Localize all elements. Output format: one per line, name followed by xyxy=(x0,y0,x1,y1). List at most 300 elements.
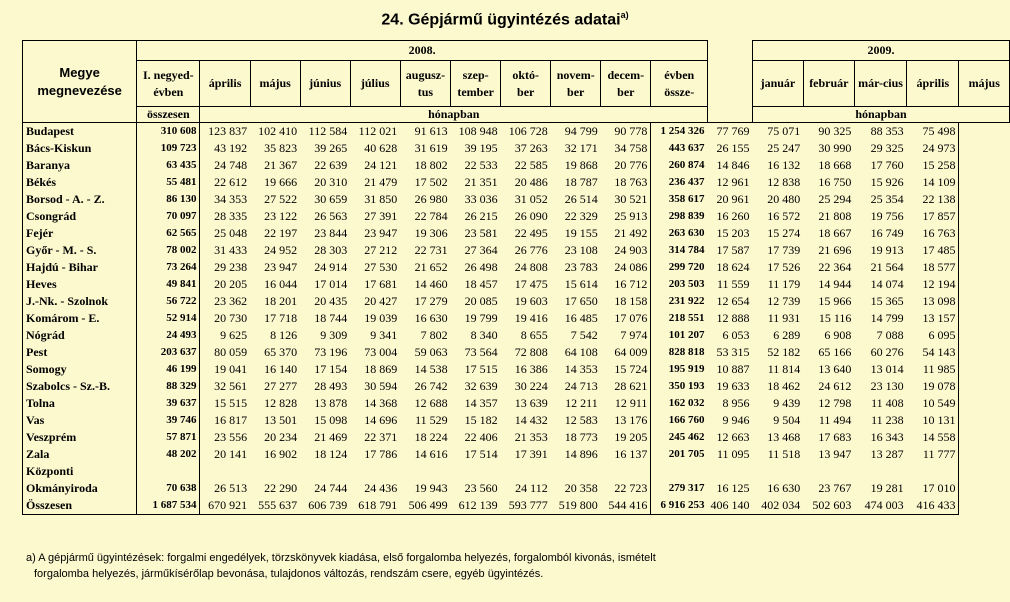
month-value-2009: 21 696 xyxy=(818,243,852,257)
month-value: 19 603 xyxy=(514,294,548,308)
table-row xyxy=(23,480,1010,497)
month-value: 20 486 xyxy=(514,175,548,189)
q1-value: 1 687 534 xyxy=(137,497,200,515)
month-value: 22 406 xyxy=(464,430,498,444)
month-value: 19 306 xyxy=(414,226,448,240)
month-value-2009: 15 258 xyxy=(907,157,959,174)
q1-value: 57 871 xyxy=(137,429,200,446)
month-value-2009: 12 654 xyxy=(716,294,750,308)
month-value: 28 493 xyxy=(314,379,348,393)
year-total-value: 101 207 xyxy=(651,327,708,344)
month-value-2009: 16 343 xyxy=(870,430,904,444)
month-value-2009: 23 767 xyxy=(818,481,852,495)
month-value: 19 041 xyxy=(214,362,248,376)
county-name: Hajdú - Bihar xyxy=(23,259,137,276)
month-value: 26 776 xyxy=(514,243,548,257)
month-header-2009: február xyxy=(803,61,854,107)
q1-header: I. negyed-évben xyxy=(137,61,200,107)
month-value: 612 139 xyxy=(451,497,501,515)
year-total-value: 263 630 xyxy=(651,225,708,242)
q1-unit: összesen xyxy=(137,107,200,123)
month-value: 31 850 xyxy=(364,192,398,206)
month-value: 17 514 xyxy=(464,447,498,461)
year-total-value: 6 916 253 xyxy=(651,497,708,515)
month-value: 15 098 xyxy=(314,413,348,427)
month-value-2009: 77 769 xyxy=(708,123,753,141)
month-value-2009: 11 408 xyxy=(871,396,904,410)
q1-value: 310 608 xyxy=(137,123,200,141)
year-total-value: 279 317 xyxy=(651,480,708,497)
county-name: Budapest xyxy=(23,123,137,141)
month-value: 65 370 xyxy=(264,345,298,359)
month-value: 31 052 xyxy=(514,192,548,206)
month-value: 21 367 xyxy=(264,158,298,172)
q1-value: 39 746 xyxy=(137,412,200,429)
month-value: 22 585 xyxy=(514,158,548,172)
table-row xyxy=(23,140,1010,157)
month-value: 26 090 xyxy=(514,209,548,223)
month-value: 22 371 xyxy=(364,430,398,444)
month-value: 16 485 xyxy=(564,311,598,325)
month-value: 26 980 xyxy=(414,192,448,206)
month-value-2009: 25 294 xyxy=(818,192,852,206)
month-value: 31 619 xyxy=(414,141,448,155)
month-value-2009: 24 612 xyxy=(818,379,852,393)
month-value: 593 777 xyxy=(501,497,551,515)
month-value: 17 718 xyxy=(264,311,298,325)
month-value: 9 309 xyxy=(320,328,348,342)
table-row xyxy=(23,174,1010,191)
month-value: 30 521 xyxy=(614,192,648,206)
month-value: 30 659 xyxy=(314,192,348,206)
month-header-2008: április xyxy=(200,61,250,107)
table-row xyxy=(23,276,1010,293)
month-value-2009: 11 985 xyxy=(907,361,959,378)
month-value-2009: 23 130 xyxy=(870,379,904,393)
month-value-2009: 474 003 xyxy=(854,497,906,515)
month-value: 112 584 xyxy=(300,123,350,141)
month-value-2009: 29 325 xyxy=(870,141,904,155)
month-value-2009: 9 946 xyxy=(722,413,750,427)
year-total-value: 231 922 xyxy=(651,293,708,310)
month-value-2009: 19 756 xyxy=(870,209,904,223)
month-value: 29 238 xyxy=(214,260,248,274)
month-value: 28 335 xyxy=(214,209,248,223)
month-value: 18 158 xyxy=(614,294,648,308)
month-value-2009 xyxy=(854,463,906,480)
month-value: 27 522 xyxy=(264,192,298,206)
month-value: 14 538 xyxy=(414,362,448,376)
month-value: 8 126 xyxy=(270,328,298,342)
q1-value: 24 493 xyxy=(137,327,200,344)
month-value: 618 791 xyxy=(350,497,400,515)
year-total-header: évben össze- xyxy=(651,61,708,107)
month-value-2009: 18 577 xyxy=(907,259,959,276)
month-value-2009: 25 354 xyxy=(870,192,904,206)
county-name: Somogy xyxy=(23,361,137,378)
month-value-2009: 54 143 xyxy=(907,344,959,361)
month-value: 12 211 xyxy=(565,396,598,410)
month-value-2009: 20 961 xyxy=(716,192,750,206)
month-header-2009: április xyxy=(907,61,959,107)
month-header-2009: május xyxy=(959,61,1010,107)
data-table xyxy=(22,40,1010,515)
month-value-2009: 11 931 xyxy=(767,311,801,325)
year-total-value: 236 437 xyxy=(651,174,708,191)
month-value: 30 224 xyxy=(514,379,548,393)
month-value: 20 085 xyxy=(464,294,498,308)
month-value-2009: 6 289 xyxy=(773,328,801,342)
month-value-2009: 22 364 xyxy=(818,260,852,274)
month-value-2009: 13 098 xyxy=(907,293,959,310)
month-value: 7 974 xyxy=(620,328,648,342)
month-value: 21 479 xyxy=(364,175,398,189)
table-row xyxy=(23,463,1010,480)
year-total-value: 260 874 xyxy=(651,157,708,174)
month-value: 108 948 xyxy=(451,123,501,141)
month-value: 24 808 xyxy=(514,260,548,274)
month-value: 14 353 xyxy=(564,362,598,376)
q1-value: 49 841 xyxy=(137,276,200,293)
month-value: 17 650 xyxy=(564,294,598,308)
month-value: 21 469 xyxy=(314,430,348,444)
month-value: 23 844 xyxy=(314,226,348,240)
month-value: 19 868 xyxy=(564,158,598,172)
month-value-2009: 65 166 xyxy=(818,345,852,359)
month-value: 73 004 xyxy=(364,345,398,359)
year-total-value: 162 032 xyxy=(651,395,708,412)
table-row xyxy=(23,446,1010,463)
year-2009-header: 2009. xyxy=(753,41,1010,61)
month-value: 35 823 xyxy=(264,141,298,155)
month-value: 23 947 xyxy=(264,260,298,274)
q1-value: 109 723 xyxy=(137,140,200,157)
month-value-2009 xyxy=(708,463,753,480)
month-header-2008: decem-ber xyxy=(601,61,651,107)
table-row xyxy=(23,259,1010,276)
month-value-2009: 14 846 xyxy=(716,158,750,172)
month-value: 14 432 xyxy=(514,413,548,427)
month-value: 15 724 xyxy=(614,362,648,376)
month-value-2009: 21 808 xyxy=(818,209,852,223)
month-value-2009: 19 281 xyxy=(870,481,904,495)
year-total-value: 245 462 xyxy=(651,429,708,446)
table-row xyxy=(23,242,1010,259)
table-row xyxy=(23,378,1010,395)
month-value: 13 501 xyxy=(264,413,298,427)
month-value-2009: 25 247 xyxy=(767,141,801,155)
q1-value: 48 202 xyxy=(137,446,200,463)
month-value-2009: 12 194 xyxy=(907,276,959,293)
month-value-2009: 17 010 xyxy=(907,480,959,497)
month-value-2009: 14 944 xyxy=(818,277,852,291)
month-value xyxy=(200,463,250,480)
month-header-2008: októ-ber xyxy=(501,61,551,107)
month-value: 8 340 xyxy=(470,328,498,342)
month-value: 27 364 xyxy=(464,243,498,257)
month-value: 25 048 xyxy=(214,226,248,240)
month-value: 12 688 xyxy=(414,396,448,410)
month-value: 17 154 xyxy=(314,362,348,376)
month-value: 606 739 xyxy=(300,497,350,515)
month-value-2009: 402 034 xyxy=(753,497,804,515)
county-name: Okmányiroda xyxy=(23,480,137,497)
month-value-2009: 11 559 xyxy=(716,277,750,291)
month-value: 22 784 xyxy=(414,209,448,223)
month-value-2009: 12 888 xyxy=(716,311,750,325)
month-value-2009: 15 203 xyxy=(716,226,750,240)
year-total-value: 298 839 xyxy=(651,208,708,225)
month-header-2009: január xyxy=(753,61,804,107)
month-value: 24 952 xyxy=(264,243,298,257)
month-value: 555 637 xyxy=(250,497,300,515)
county-name: Csongrád xyxy=(23,208,137,225)
month-value: 21 351 xyxy=(464,175,498,189)
county-name: Összesen xyxy=(23,497,137,515)
month-value: 64 009 xyxy=(614,345,648,359)
month-value: 17 681 xyxy=(364,277,398,291)
month-value-2009: 502 603 xyxy=(803,497,854,515)
month-value: 17 786 xyxy=(364,447,398,461)
month-value: 9 341 xyxy=(370,328,398,342)
year-total-value: 299 720 xyxy=(651,259,708,276)
table-row xyxy=(23,361,1010,378)
month-value: 16 044 xyxy=(264,277,298,291)
month-header-2009: már-cius xyxy=(854,61,906,107)
month-value: 33 036 xyxy=(464,192,498,206)
month-value: 37 263 xyxy=(514,141,548,155)
month-value-2009: 20 480 xyxy=(767,192,801,206)
month-value: 24 121 xyxy=(364,158,398,172)
year-total-value: 1 254 326 xyxy=(651,123,708,141)
year-total-value: 358 617 xyxy=(651,191,708,208)
year-total-value: 314 784 xyxy=(651,242,708,259)
month-value: 24 903 xyxy=(614,243,648,257)
month-value: 24 744 xyxy=(314,481,348,495)
month-header-2008: szep-tember xyxy=(451,61,501,107)
month-value: 20 205 xyxy=(214,277,248,291)
month-value: 17 391 xyxy=(514,447,548,461)
month-value-2009: 18 462 xyxy=(767,379,801,393)
month-value: 23 581 xyxy=(464,226,498,240)
month-value-2009: 12 838 xyxy=(767,175,801,189)
month-value: 18 457 xyxy=(464,277,498,291)
month-value: 15 182 xyxy=(464,413,498,427)
month-value: 18 744 xyxy=(314,311,348,325)
month-value: 16 712 xyxy=(614,277,648,291)
month-value-2009: 19 913 xyxy=(870,243,904,257)
month-value: 18 124 xyxy=(314,447,348,461)
month-value-2009: 13 640 xyxy=(818,362,852,376)
month-value: 123 837 xyxy=(200,123,250,141)
month-value-2009: 17 739 xyxy=(767,243,801,257)
month-value: 24 713 xyxy=(564,379,598,393)
month-value: 17 515 xyxy=(464,362,498,376)
month-value-2009: 18 668 xyxy=(818,158,852,172)
month-value-2009 xyxy=(907,463,959,480)
month-value: 14 896 xyxy=(564,447,598,461)
month-value: 23 122 xyxy=(264,209,298,223)
month-value-2009: 15 274 xyxy=(767,226,801,240)
month-value: 26 215 xyxy=(464,209,498,223)
month-value-2009: 13 287 xyxy=(870,447,904,461)
month-value: 21 492 xyxy=(614,226,648,240)
month-value: 39 195 xyxy=(464,141,498,155)
month-value: 20 730 xyxy=(214,311,248,325)
q1-value: 55 481 xyxy=(137,174,200,191)
month-value: 23 947 xyxy=(364,226,398,240)
month-value: 22 495 xyxy=(514,226,548,240)
month-value-2009: 16 749 xyxy=(870,226,904,240)
month-value: 28 621 xyxy=(614,379,648,393)
month-value: 18 869 xyxy=(364,362,398,376)
month-value xyxy=(350,463,400,480)
month-value: 20 141 xyxy=(214,447,248,461)
month-header-2008: novem-ber xyxy=(551,61,601,107)
q1-value: 70 097 xyxy=(137,208,200,225)
month-header-2008: augusz-tus xyxy=(400,61,450,107)
month-value: 18 201 xyxy=(264,294,298,308)
month-value-2009: 52 182 xyxy=(767,345,801,359)
month-value-2009: 17 485 xyxy=(907,242,959,259)
month-value: 32 639 xyxy=(464,379,498,393)
month-value-2009: 6 908 xyxy=(824,328,852,342)
month-value-2009: 15 116 xyxy=(818,311,852,325)
month-value: 23 783 xyxy=(564,260,598,274)
month-value: 17 502 xyxy=(414,175,448,189)
month-value: 25 913 xyxy=(614,209,648,223)
month-value: 16 630 xyxy=(414,311,448,325)
month-value-2009: 75 498 xyxy=(907,123,959,141)
month-value: 90 778 xyxy=(601,123,651,141)
month-value: 24 112 xyxy=(515,481,548,495)
month-value: 19 205 xyxy=(614,430,648,444)
month-value: 12 583 xyxy=(564,413,598,427)
month-value-2009: 16 572 xyxy=(767,209,801,223)
month-value-2009: 8 956 xyxy=(722,396,750,410)
month-value-2009: 24 973 xyxy=(907,140,959,157)
month-value: 20 234 xyxy=(264,430,298,444)
month-value: 19 799 xyxy=(464,311,498,325)
month-value: 19 943 xyxy=(414,481,448,495)
month-value: 23 556 xyxy=(214,430,248,444)
month-value: 12 828 xyxy=(264,396,298,410)
month-value-2009: 15 966 xyxy=(818,294,852,308)
month-value-2009: 12 961 xyxy=(716,175,750,189)
table-row xyxy=(23,225,1010,242)
footnote: a) A gépjármű ügyintézések: forgalmi engedélyek, törzskönyvek kiadása, első forgalomba helyezés, forgalomból kivonás, ismételt forgalomba helyezés, járműkísérőlap bevonása, tulajdonos változás, rendszám csere, egyéb ügyintézés. xyxy=(26,552,656,580)
month-value-2009: 10 131 xyxy=(907,412,959,429)
month-value-2009: 10 549 xyxy=(907,395,959,412)
county-name: Központi xyxy=(23,463,137,480)
month-value-2009: 26 155 xyxy=(716,141,750,155)
table-row xyxy=(23,157,1010,174)
table-row xyxy=(23,344,1010,361)
month-value: 14 616 xyxy=(414,447,448,461)
month-value: 22 731 xyxy=(414,243,448,257)
month-value: 20 427 xyxy=(364,294,398,308)
month-value: 22 533 xyxy=(464,158,498,172)
month-value: 27 530 xyxy=(364,260,398,274)
month-value xyxy=(400,463,450,480)
month-value: 18 802 xyxy=(414,158,448,172)
month-value: 19 039 xyxy=(364,311,398,325)
month-value: 16 137 xyxy=(614,447,648,461)
month-value: 15 515 xyxy=(214,396,248,410)
county-name: Komárom - E. xyxy=(23,310,137,327)
month-value: 22 329 xyxy=(564,209,598,223)
month-value: 106 728 xyxy=(501,123,551,141)
month-value: 21 353 xyxy=(514,430,548,444)
table-row xyxy=(23,123,1010,141)
month-value-2009: 17 683 xyxy=(818,430,852,444)
month-value xyxy=(300,463,350,480)
table-title: 24. Gépjármű ügyintézés adatai$^{a)}$ xyxy=(381,10,629,29)
month-value: 22 290 xyxy=(264,481,298,495)
month-value: 15 614 xyxy=(564,277,598,291)
month-value: 26 513 xyxy=(214,481,248,495)
year-total-value: 166 760 xyxy=(651,412,708,429)
month-value-2009: 16 630 xyxy=(767,481,801,495)
month-value: 23 362 xyxy=(214,294,248,308)
month-value-2009: 15 926 xyxy=(870,175,904,189)
month-value-2009: 11 179 xyxy=(767,277,801,291)
month-value: 26 742 xyxy=(414,379,448,393)
table-row xyxy=(23,497,1010,515)
month-value-2009: 16 763 xyxy=(907,225,959,242)
q1-value: 203 637 xyxy=(137,344,200,361)
month-value: 30 594 xyxy=(364,379,398,393)
table-row xyxy=(23,293,1010,310)
month-value-2009: 12 663 xyxy=(716,430,750,444)
month-value: 26 498 xyxy=(464,260,498,274)
month-value: 32 561 xyxy=(214,379,248,393)
month-value-2009: 6 053 xyxy=(722,328,750,342)
month-value-2009: 18 667 xyxy=(818,226,852,240)
q1-value: 56 722 xyxy=(137,293,200,310)
county-name: Heves xyxy=(23,276,137,293)
county-name: Vas xyxy=(23,412,137,429)
year-total-value xyxy=(651,463,708,480)
month-value-2009: 6 095 xyxy=(907,327,959,344)
year-total-value: 350 193 xyxy=(651,378,708,395)
month-value: 506 499 xyxy=(400,497,450,515)
month-value: 32 171 xyxy=(564,141,598,155)
month-value: 102 410 xyxy=(250,123,300,141)
month-value-2009: 17 857 xyxy=(907,208,959,225)
month-value-2009: 16 132 xyxy=(767,158,801,172)
month-value-2009 xyxy=(753,463,804,480)
month-value: 91 613 xyxy=(400,123,450,141)
month-value: 18 787 xyxy=(564,175,598,189)
county-name: Borsod - A. - Z. xyxy=(23,191,137,208)
q1-value: 78 002 xyxy=(137,242,200,259)
month-value: 39 265 xyxy=(314,141,348,155)
year-total-value: 203 503 xyxy=(651,276,708,293)
year-total-value: 218 551 xyxy=(651,310,708,327)
month-value: 73 564 xyxy=(464,345,498,359)
month-value-2009: 18 624 xyxy=(716,260,750,274)
month-value: 18 763 xyxy=(614,175,648,189)
month-value: 112 021 xyxy=(350,123,400,141)
county-name: Szabolcs - Sz.-B. xyxy=(23,378,137,395)
month-value xyxy=(451,463,501,480)
month-value-2009: 17 760 xyxy=(870,158,904,172)
county-name: Békés xyxy=(23,174,137,191)
month-value: 20 435 xyxy=(314,294,348,308)
month-value: 9 625 xyxy=(220,328,248,342)
month-value-2009: 19 078 xyxy=(907,378,959,395)
